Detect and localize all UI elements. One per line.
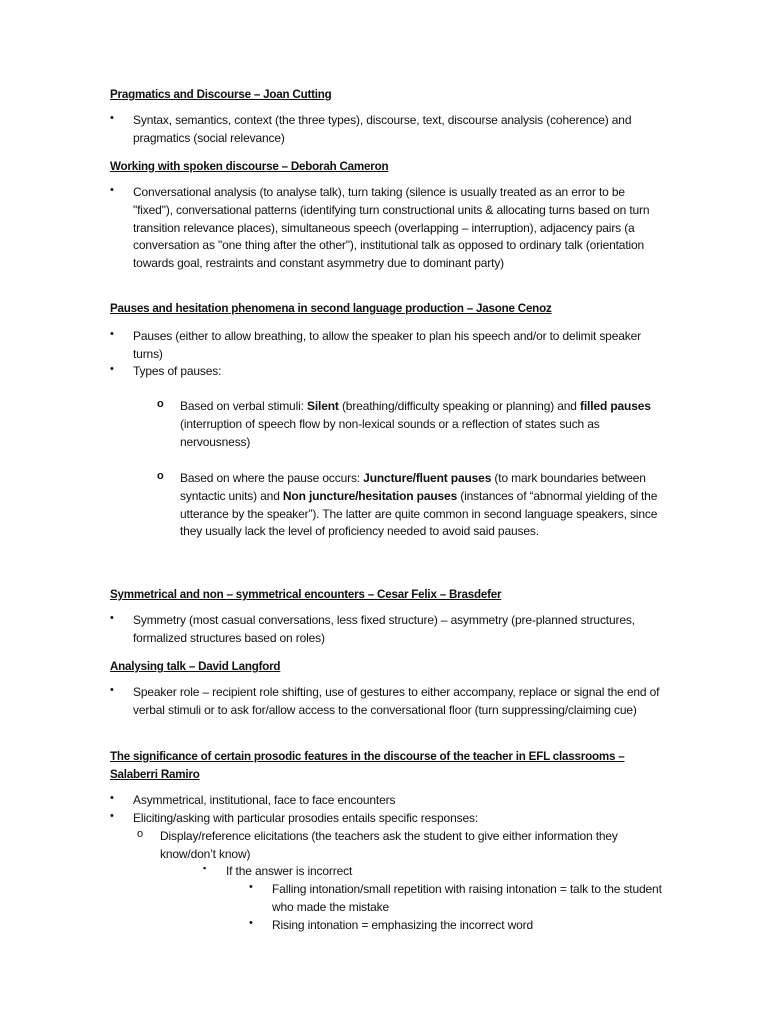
section-heading: Working with spoken discourse – Deborah Cameron xyxy=(110,160,389,173)
section-heading: Analysing talk – David Langford xyxy=(110,660,281,673)
list-item: Based on where the pause occurs: Juncture/fluent pauses (to mark boundaries between syntactic units) and Non juncture/hesitation pauses (instances of “abnormal yielding of the utterance by the speaker”). The latter are quite common in second language speakers, since they usually lack the level of proficiency needed to avoid said pauses. xyxy=(180,471,658,539)
circle-bullet-icon: o xyxy=(157,398,164,410)
bullet-icon: • xyxy=(110,684,114,696)
section-heading: Symmetrical and non – symmetrical encounters – Cesar Felix – Brasdefer xyxy=(110,588,502,601)
list-item: Types of pauses: xyxy=(133,364,222,378)
bullet-icon: • xyxy=(110,792,114,804)
list-item: If the answer is incorrect xyxy=(226,864,353,878)
list-item: Asymmetrical, institutional, face to face encounters xyxy=(133,793,396,807)
circle-bullet-icon: o xyxy=(137,828,144,840)
bullet-icon: • xyxy=(110,810,114,822)
bullet-icon: • xyxy=(110,363,114,375)
section-heading: Pauses and hesitation phenomena in second language production – Jasone Cenoz xyxy=(110,302,552,315)
list-item: Syntax, semantics, context (the three types), discourse, text, discourse analysis (coherence) and pragmatics (social relevance) xyxy=(133,113,632,145)
bullet-icon: • xyxy=(110,612,114,624)
circle-bullet-icon: o xyxy=(157,470,164,482)
section-heading: Pragmatics and Discourse – Joan Cutting xyxy=(110,88,332,101)
list-item: Symmetry (most casual conversations, less fixed structure) – asymmetry (pre-planned structures, formalized structures based on roles) xyxy=(133,613,635,645)
list-item: Speaker role – recipient role shifting, use of gestures to either accompany, replace or signal the end of verbal stimuli or to ask for/allow access to the conversational floor (turn suppressing/claiming cue) xyxy=(133,685,660,717)
list-item: Display/reference elicitations (the teachers ask the student to give either information they know/don’t know) xyxy=(160,829,618,861)
bullet-icon: • xyxy=(249,881,253,893)
list-item: Based on verbal stimuli: Silent (breathing/difficulty speaking or planning) and filled pauses (interruption of speech flow by non-lexical sounds or a reflection of states such as nervousness) xyxy=(180,399,651,449)
square-bullet-icon: ▪ xyxy=(203,863,207,873)
list-item: Pauses (either to allow breathing, to allow the speaker to plan his speech and/or to delimit speaker turns) xyxy=(133,329,641,361)
bullet-icon: • xyxy=(110,184,114,196)
section-heading: The significance of certain prosodic features in the discourse of the teacher in EFL classrooms – Salaberri Ramiro xyxy=(110,750,625,781)
list-item: Falling intonation/small repetition with raising intonation = talk to the student who made the mistake xyxy=(272,882,662,914)
list-item: Eliciting/asking with particular prosodies entails specific responses: xyxy=(133,811,479,825)
list-item: Rising intonation = emphasizing the incorrect word xyxy=(272,918,533,932)
bullet-icon: • xyxy=(110,112,114,124)
bullet-icon: • xyxy=(110,328,114,340)
bullet-icon: • xyxy=(249,917,253,929)
list-item: Conversational analysis (to analyse talk), turn taking (silence is usually treated as an error to be "fixed"), conversational patterns (identifying turn constructional units & allocating turns based on turn transition relevance places), simultaneous speech (overlapping – interruption), adjacency pairs (a conversation as "one thing after the other"), institutional talk as opposed to ordinary talk (orientation towards goal, restraints and constant asymmetry due to dominant party) xyxy=(133,185,650,271)
